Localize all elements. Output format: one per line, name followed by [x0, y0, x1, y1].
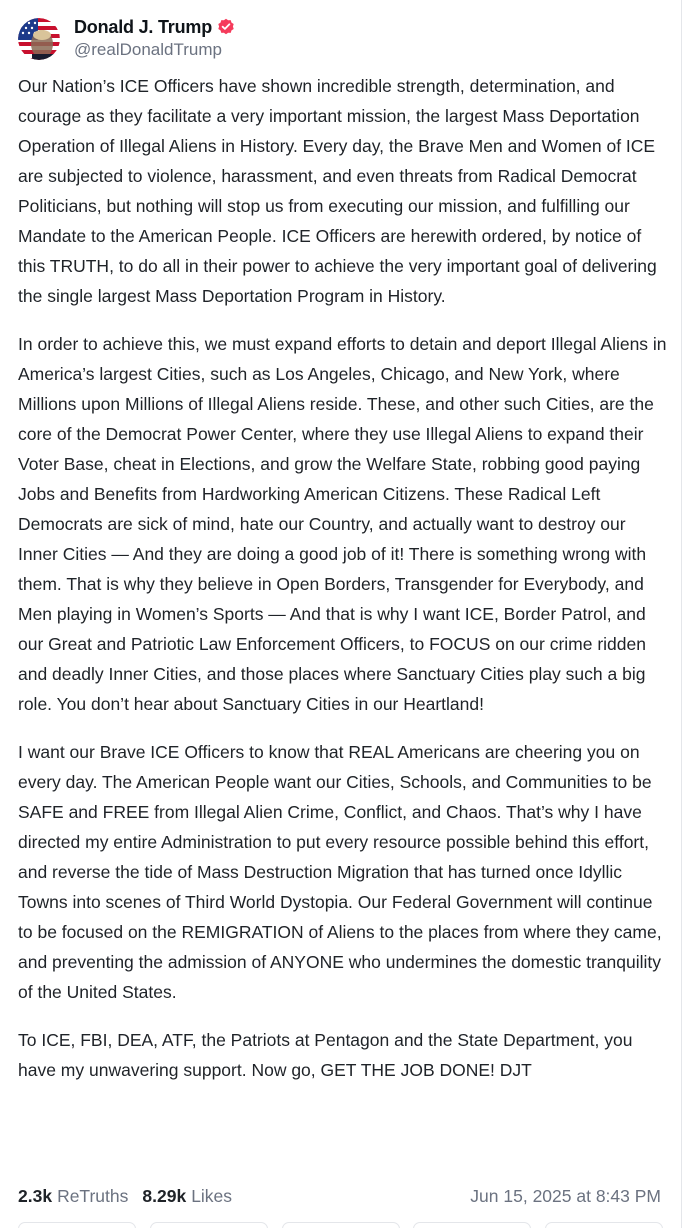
author-handle[interactable]: @realDonaldTrump — [74, 40, 222, 59]
avatar[interactable] — [18, 18, 60, 60]
action-bar — [18, 1222, 663, 1228]
display-name[interactable]: Donald J. Trump — [74, 17, 213, 37]
post-footer — [18, 1184, 661, 1208]
retruths-label: ReTruths — [57, 1186, 129, 1206]
retruths-stat[interactable] — [18, 1184, 128, 1208]
likes-label: Likes — [191, 1186, 233, 1206]
post-paragraph: To ICE, FBI, DEA, ATF, the Patriots at Pentagon and the State Department, you have my unwavering support. Now go, GET THE JOB DONE! DJT — [18, 1030, 633, 1080]
post-timestamp[interactable]: Jun 15, 2025 at 8:43 PM — [470, 1186, 661, 1206]
retruths-count: 2.3k — [18, 1186, 53, 1206]
author-names — [74, 16, 235, 61]
retruth-button[interactable] — [150, 1222, 268, 1228]
verified-badge-icon — [217, 18, 235, 36]
post-paragraph: I want our Brave ICE Officers to know that REAL Americans are cheering you on every day. The American People want our Cities, Schools, and Communities to be SAFE and FREE from Illegal Alien Crime, Conflict, and Chaos. That’s why I have directed my entire Administration to put every resource possible behind this effort, and reverse the tide of Mass Destruction Migration that has turned once Idyllic Towns into scenes of Third World Dystopia. Our Federal Government will continue to be focused on the REMIGRATION of Aliens to the places from where they came, and preventing the admission of ANYONE who undermines the domestic tranquility of the United States. — [18, 742, 662, 1002]
post-paragraph: In order to achieve this, we must expand efforts to detain and deport Illegal Aliens in America’s largest Cities, such as Los Angeles, Chicago, and New York, where Millions upon Millions of Illegal Aliens reside. These, and other such Cities, are the core of the Democrat Power Center, where they use Illegal Aliens to expand their Voter Base, cheat in Elections, and grow the Welfare State, robbing good paying Jobs and Benefits from Hardworking American Citizens. These Radical Left Democrats are sick of mind, hate our Country, and actually want to destroy our Inner Cities — And they are doing a good job of it! There is something wrong with them. That is why they believe in Open Borders, Transgender for Everybody, and Men playing in Women’s Sports — And that is why I want ICE, Border Patrol, and our Great and Patriotic Law Enforcement Officers, to FOCUS on our crime ridden and deadly Inner Cities, and those places where Sanctuary Cities play such a big role. You don’t hear about Sanctuary Cities in our Heartland! — [18, 334, 667, 714]
share-button[interactable] — [413, 1222, 531, 1228]
avatar-image — [18, 18, 60, 60]
reply-button[interactable] — [18, 1222, 136, 1228]
post-body — [18, 71, 670, 1103]
more-button[interactable] — [545, 1222, 663, 1228]
likes-stat[interactable] — [142, 1184, 232, 1208]
like-button[interactable] — [282, 1222, 400, 1228]
post-stats — [18, 1184, 246, 1208]
post-paragraph: Our Nation’s ICE Officers have shown incredible strength, determination, and courage as they facilitate a very important mission, the largest Mass Deportation Operation of Illegal Aliens in History. Every day, the Brave Men and Women of ICE are subjected to violence, harassment, and even threats from Radical Democrat Politicians, but nothing will stop us from executing our mission, and fulfilling our Mandate to the American People. ICE Officers are herewith ordered, by notice of this TRUTH, to do all in their power to achieve the very important goal of delivering the single largest Mass Deportation Program in History. — [18, 76, 657, 306]
likes-count: 8.29k — [142, 1186, 187, 1206]
post-header — [18, 16, 235, 61]
